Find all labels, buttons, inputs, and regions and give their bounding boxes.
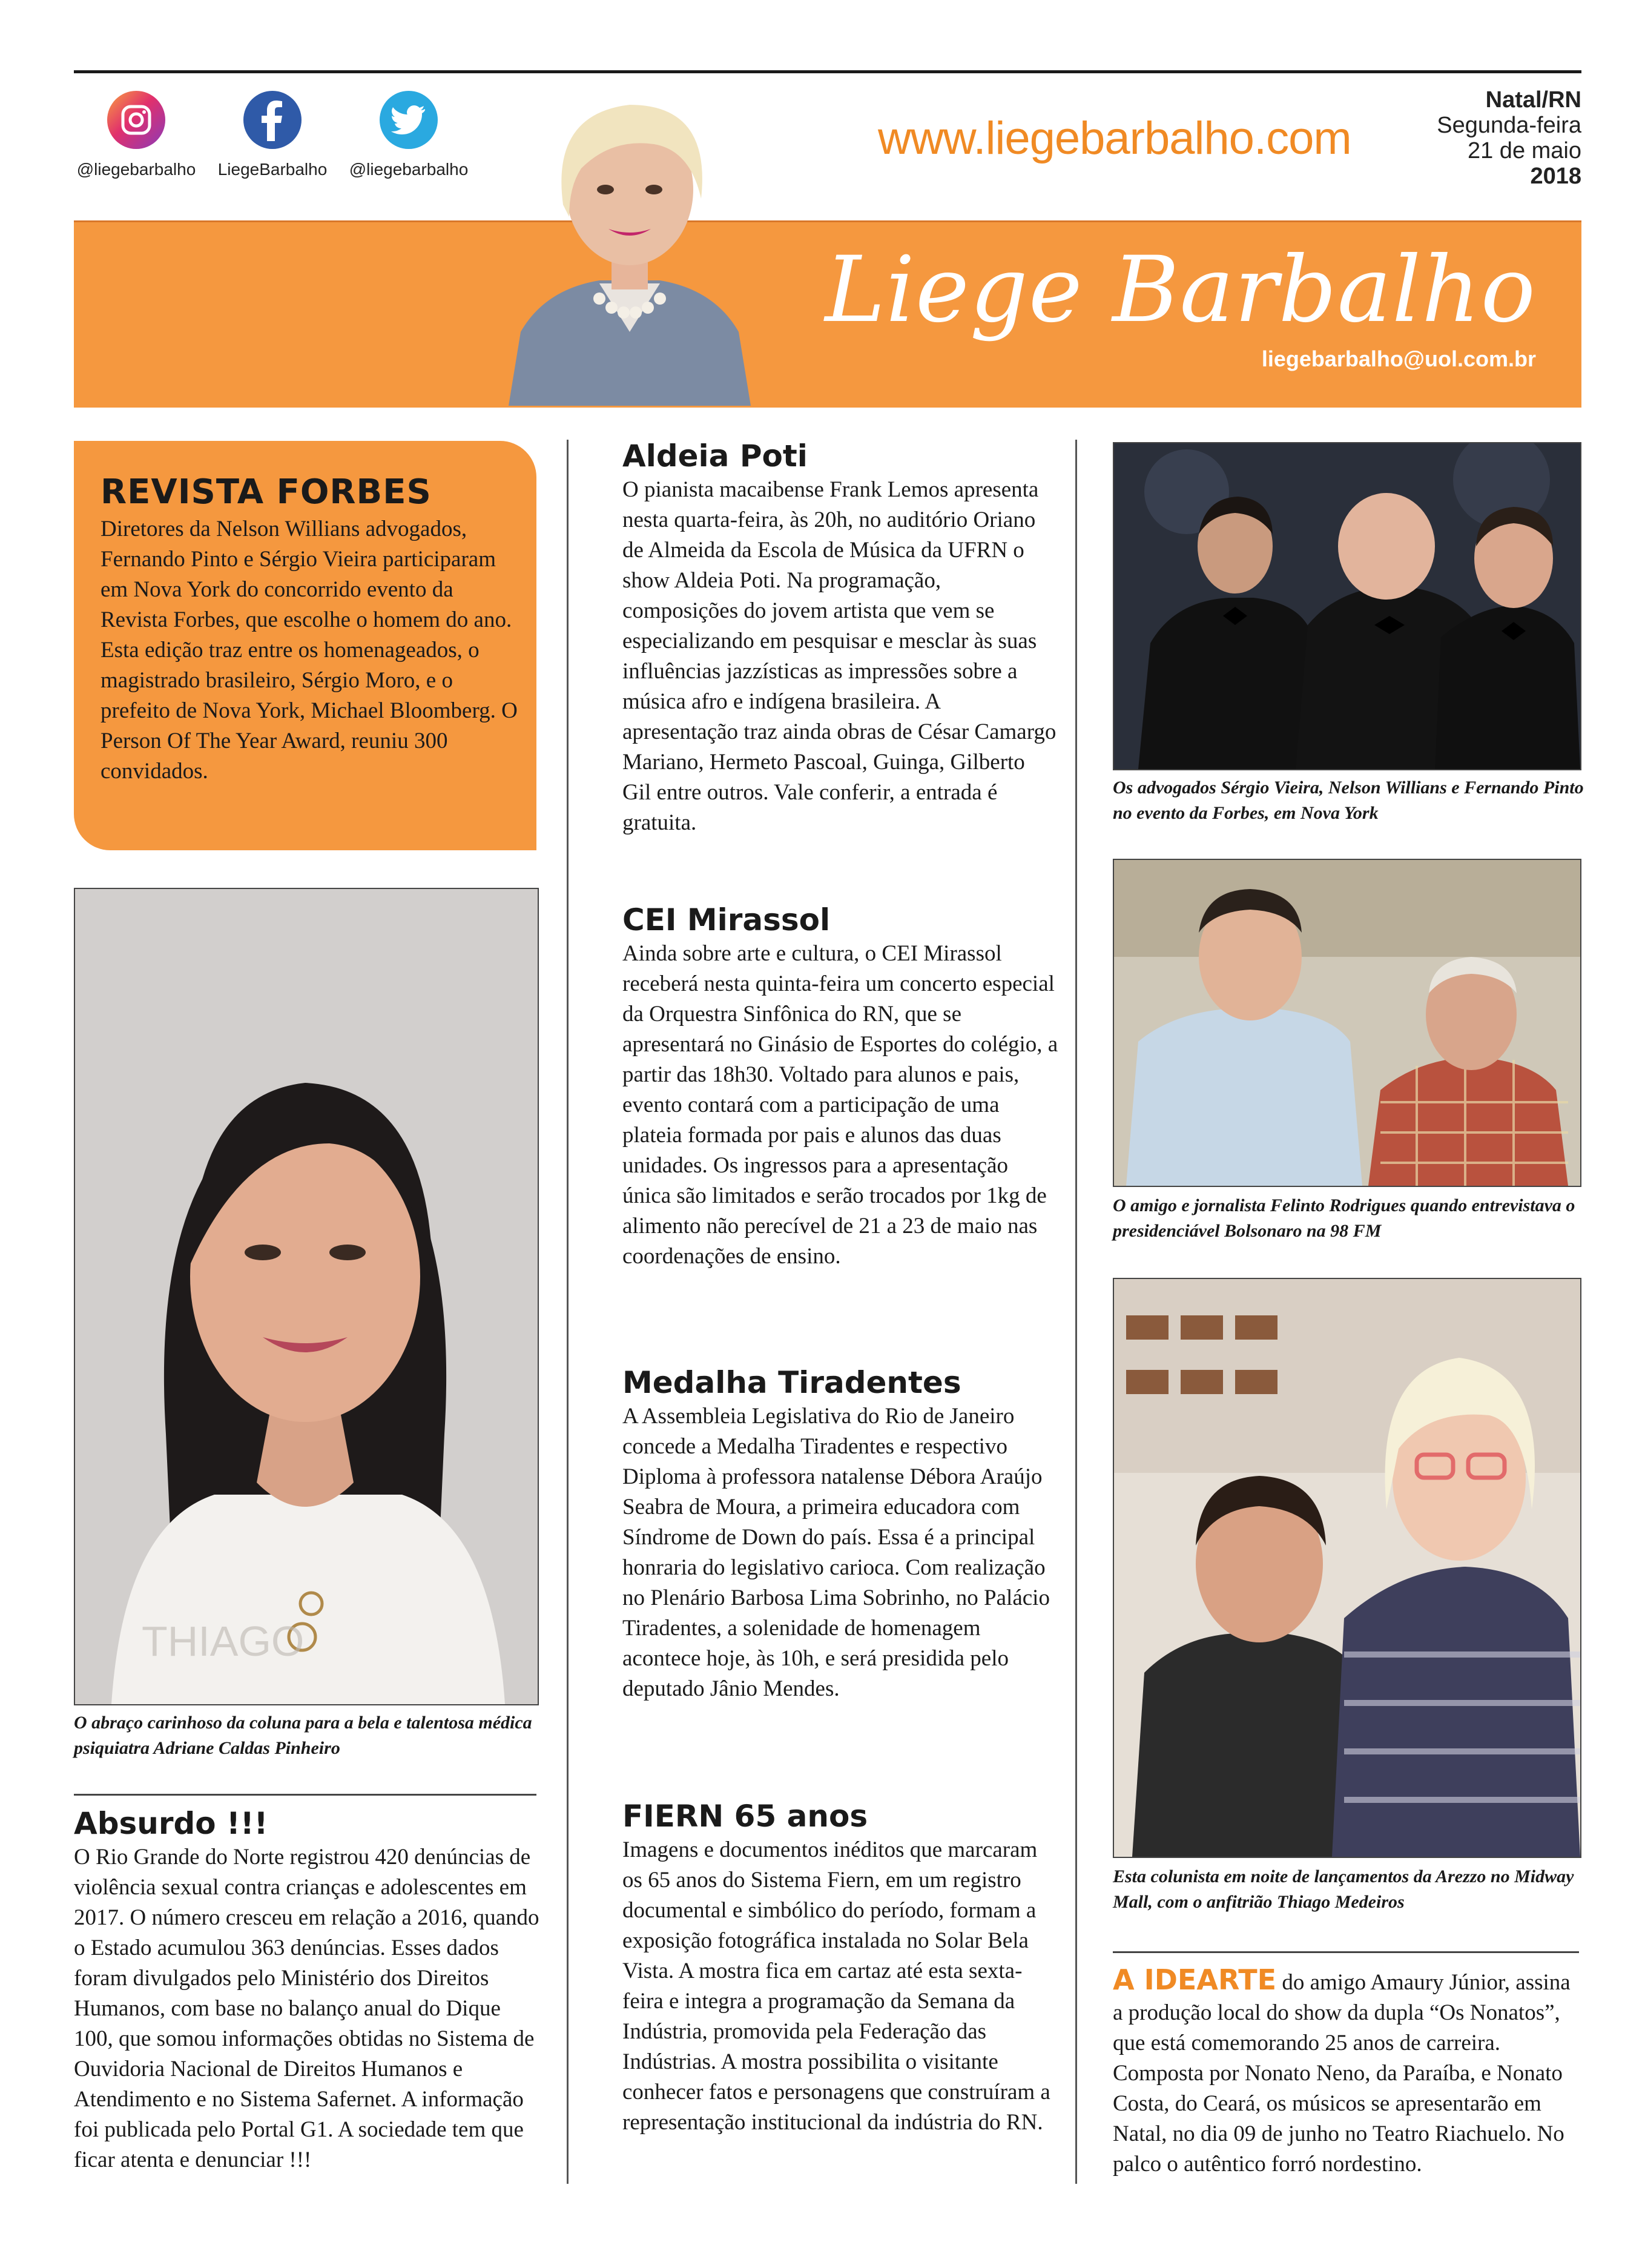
column-divider-2 xyxy=(1075,440,1077,2184)
brand-title: Liege Barbalho xyxy=(825,237,1536,343)
photo-radio-caption: O amigo e jornalista Felinto Rodrigues quando entrevistava o presidenciável Bolsonaro na 98 FM xyxy=(1113,1195,1575,1241)
columnist-portrait xyxy=(509,78,751,406)
twitter-icon xyxy=(380,91,438,149)
photo-forbes-caption: Os advogados Sérgio Vieira, Nelson Willians e Fernando Pinto no evento da Forbes, em Nova York xyxy=(1113,778,1584,823)
medalha-text: A Assembleia Legislativa do Rio de Janeiro concede a Medalha Tiradentes e respectivo Diploma à professora natalense Débora Araújo Seabra de Moura, a primeira educadora com Síndrome de Down do país. Essa é a principal honraria do legislativo carioca. Com realização no Plenário Barbosa Lima Sobrinho, no Palácio Tiradentes, a solenidade de homenagem acontece hoje, às 10h, e será presidida pelo deputado Jânio Mendes. xyxy=(622,1404,1050,1701)
twitter-link[interactable] xyxy=(336,91,481,179)
aldeia-text: O pianista macaibense Frank Lemos apresenta nesta quarta-feira, às 20h, no auditório Oriano de Almeida da Escola de Música da UFRN o show Aldeia Poti. Na programação, composições do jovem artista que vem se especializando em pesquisar e mesclar às suas influências jazzísticas as impressões sobre a música afro e indígena brasileira. A apresentação traz ainda obras de César Camargo Mariano, Hermeto Pascoal, Guinga, Gilberto Gil entre outros. Vale conferir, a entrada é gratuita. xyxy=(622,477,1057,835)
forbes-section xyxy=(101,472,524,787)
cei-text: Ainda sobre arte e cultura, o CEI Mirassol receberá nesta quinta-feira um concerto especial da Orquestra Sinfônica do RN, que se apresentará no Ginásio de Esportes do colégio, a partir das 18h30. Voltado para alunos e pais, evento contará com a participação de uma plateia formada por pais e alunos das duas unidades. Os ingressos para a apresentação única são limitados e serão trocados por 1kg de alimento não perecível de 21 a 23 de maio nas coordenações de ensino. xyxy=(622,941,1058,1269)
date: 21 de maio xyxy=(1467,138,1581,164)
instagram-handle: @liegebarbalho xyxy=(76,160,196,179)
photo-arezzo-caption: Esta colunista em noite de lançamentos da Arezzo no Midway Mall, com o anfitrião Thiago Medeiros xyxy=(1113,1866,1574,1912)
photo-arezzo xyxy=(1113,1278,1581,1858)
instagram-icon xyxy=(107,91,165,149)
website-url[interactable]: www.liegebarbalho.com xyxy=(878,113,1351,164)
photo-watermark: THIAGO xyxy=(142,1618,305,1665)
facebook-handle: LiegeBarbalho xyxy=(217,160,328,179)
absurdo-title: Absurdo !!! xyxy=(74,1806,268,1841)
medalha-title: Medalha Tiradentes xyxy=(622,1365,961,1400)
dateline xyxy=(1437,87,1581,189)
medalha-section xyxy=(622,1365,1058,1704)
facebook-link[interactable] xyxy=(200,91,345,179)
cei-section xyxy=(622,902,1058,1272)
photo-forbes-lawyers xyxy=(1113,442,1581,770)
year: 2018 xyxy=(1530,164,1581,189)
fiern-title: FIERN 65 anos xyxy=(622,1799,868,1834)
twitter-handle: @liegebarbalho xyxy=(349,160,469,179)
absurdo-text: O Rio Grande do Norte registrou 420 denúncias de violência sexual contra crianças e adolescentes em 2017. O número cresceu em relação a 2016, quando o Estado acumulou 363 denúncias. Esses dados foram divulgados pelo Ministério dos Direitos Humanos, com base no balanço anual do Dique 100, que somou informações obtidas no Sistema de Ouvidoria Nacional de Direitos Humanos e Atendimento e no Sistema Safernet. A informação foi publicada pelo Portal G1. A sociedade tem que ficar atenta e denunciar !!! xyxy=(74,1845,539,2172)
top-rule xyxy=(74,70,1581,73)
divider-ideart xyxy=(1113,1951,1579,1953)
aldeia-section xyxy=(622,438,1058,838)
absurdo-section xyxy=(74,1806,540,2175)
photo-arezzo-image xyxy=(1114,1279,1580,1857)
city: Natal/RN xyxy=(1485,87,1581,113)
photo-forbes-image xyxy=(1114,443,1580,769)
fiern-text: Imagens e documentos inéditos que marcaram os 65 anos do Sistema Fiern, em um registro documental e simbólico do período, formam a exposição fotográfica instalada no Solar Bela Vista. A mostra fica em cartaz até esta sexta-feira e integra a programação da Semana da Indústria, promovida pela Federação das Indústrias. A mostra possibilita o visitante conhecer fatos e personagens que construíram a representação institucional da indústria do RN. xyxy=(622,1837,1050,2135)
forbes-title: REVISTA FORBES xyxy=(101,472,432,512)
photo-radio xyxy=(1113,859,1581,1187)
column-divider-1 xyxy=(567,440,569,2184)
instagram-link[interactable] xyxy=(64,91,209,179)
facebook-icon xyxy=(243,91,302,149)
photo-adriane-caption: O abraço carinhoso da coluna para a bela e talentosa médica psiquiatra Adriane Caldas Pinheiro xyxy=(74,1713,532,1758)
photo-adriane-image xyxy=(75,889,538,1704)
photo-adriane xyxy=(74,888,539,1705)
ideart-title: A IDEARTE xyxy=(1113,1963,1277,1996)
aldeia-title: Aldeia Poti xyxy=(622,438,808,474)
ideart-text: do amigo Amaury Júnior, assina a produção local do show da dupla “Os Nonatos”, que está comemorando 25 anos de carreira. Composta por Nonato Neno, da Paraíba, e Nonato Costa, do Ceará, os músicos se apresentarão em Natal, no dia 09 de junho no Teatro Riachuelo. No palco o autêntico forró nordestino. xyxy=(1113,1970,1571,2177)
weekday: Segunda-feira xyxy=(1437,113,1581,138)
brand-email[interactable]: liegebarbalho@uol.com.br xyxy=(1261,346,1536,371)
fiern-section xyxy=(622,1799,1058,2138)
divider-absurdo xyxy=(74,1794,536,1796)
cei-title: CEI Mirassol xyxy=(622,902,831,937)
forbes-text: Diretores da Nelson Willians advogados, Fernando Pinto e Sérgio Vieira participaram em Nova York do concorrido evento da Revista Forbes, que escolhe o homem do ano. Esta edição traz entre os homenageados, o magistrado brasileiro, Sérgio Moro, e o prefeito de Nova York, Michael Bloomberg. O Person Of The Year Award, reuniu 300 convidados. xyxy=(101,517,518,784)
ideart-section xyxy=(1113,1965,1585,2180)
photo-radio-image xyxy=(1114,860,1580,1186)
